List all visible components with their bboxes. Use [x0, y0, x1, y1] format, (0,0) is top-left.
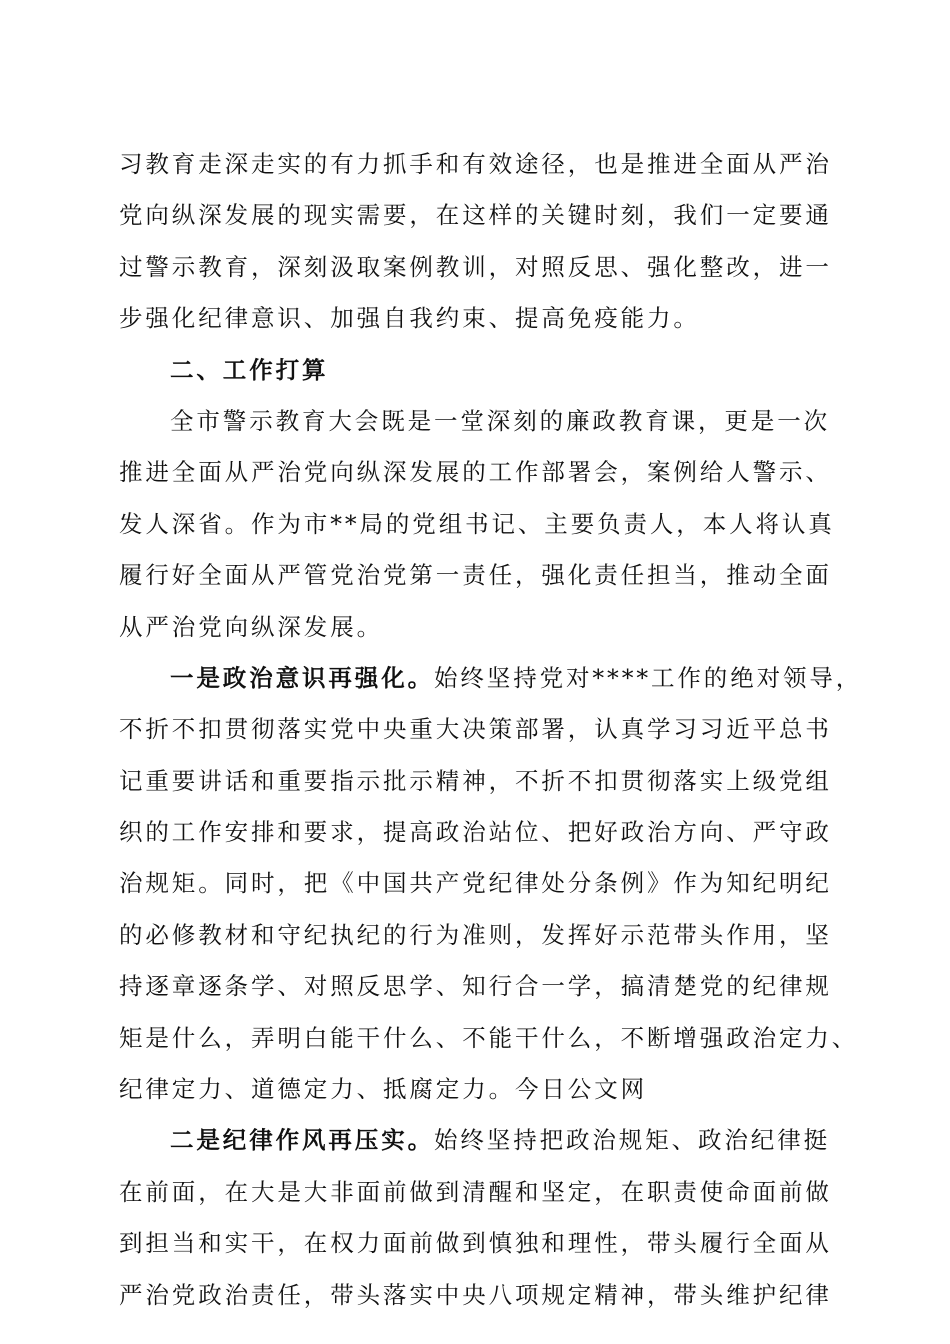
section-heading: 二、工作打算	[170, 355, 329, 384]
text-line: 发人深省。作为市**局的党组书记、主要负责人，本人将认真	[119, 509, 835, 538]
text-line: 织的工作安排和要求，提高政治站位、把好政治方向、严守政	[119, 818, 832, 847]
point-lead-rest: 始终坚持党对****工作的绝对领导，	[434, 663, 863, 692]
text-line: 的必修教材和守纪执纪的行为准则，发挥好示范带头作用，坚	[119, 920, 832, 949]
text-line: 习教育走深走实的有力抓手和有效途径，也是推进全面从严治	[119, 150, 832, 178]
point-lead-rest: 始终坚持把政治规矩、政治纪律挺	[434, 1126, 830, 1155]
text-line: 推进全面从严治党向纵深发展的工作部署会，案例给人警示、	[119, 458, 832, 487]
point-lead: 二是纪律作风再压实。	[170, 1126, 434, 1155]
paragraph-point2	[119, 1115, 831, 1321]
text-line: 记重要讲话和重要指示批示精神，不折不扣贯彻落实上级党组	[119, 766, 832, 795]
document-body	[119, 139, 863, 1321]
text-line: 党向纵深发展的现实需要，在这样的关键时刻，我们一定要通	[119, 201, 832, 230]
text-line: 到担当和实干，在权力面前做到慎独和理性，带头履行全面从	[119, 1229, 832, 1258]
paragraph-point1	[119, 653, 863, 1116]
text-line: 严治党政治责任，带头落实中央八项规定精神，带头维护纪律	[119, 1280, 832, 1309]
text-line: 矩是什么，弄明白能干什么、不能干什么，不断增强政治定力、	[119, 1023, 859, 1052]
text-line: 纪律定力、道德定力、抵腐定力。今日公文网	[119, 1075, 647, 1104]
paragraph-section1-tail	[119, 139, 831, 345]
text-line	[119, 653, 863, 704]
paragraph-intro	[119, 396, 835, 653]
text-line: 步强化纪律意识、加强自我约束、提高免疫能力。	[119, 304, 700, 333]
point-lead: 一是政治意识再强化。	[170, 663, 434, 692]
text-line: 全市警示教育大会既是一堂深刻的廉政教育课，更是一次	[170, 406, 830, 435]
text-line: 不折不扣贯彻落实党中央重大决策部署，认真学习习近平总书	[119, 715, 832, 744]
text-line: 持逐章逐条学、对照反思学、知行合一学，搞清楚党的纪律规	[119, 972, 832, 1001]
text-line: 过警示教育，深刻汲取案例教训，对照反思、强化整改，进一	[119, 252, 832, 281]
text-line: 从严治党向纵深发展。	[119, 612, 383, 641]
text-line: 在前面，在大是大非面前做到清醒和坚定，在职责使命面前做	[119, 1177, 832, 1206]
text-line: 治规矩。同时，把《中国共产党纪律处分条例》作为知纪明纪	[119, 869, 832, 898]
text-line	[119, 1115, 831, 1166]
text-line: 履行好全面从严管党治党第一责任，强化责任担当，推动全面	[119, 561, 832, 590]
